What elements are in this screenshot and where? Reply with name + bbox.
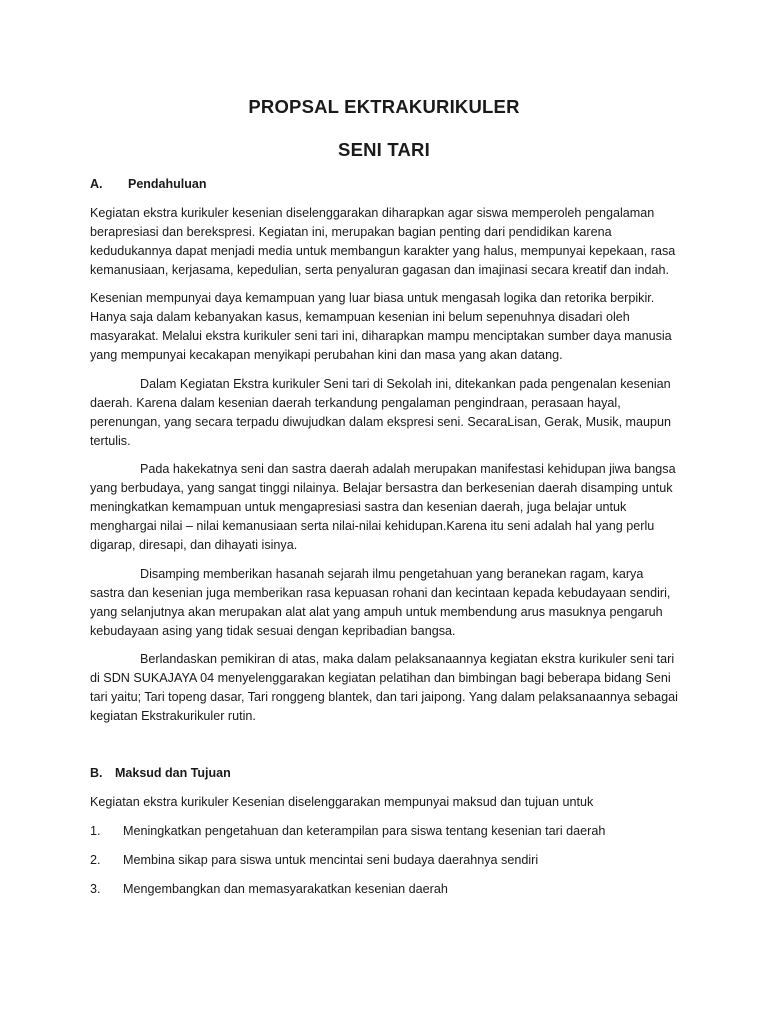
list-item-text: Meningkatkan pengetahuan dan keterampilan para siswa tentang kesenian tari daerah	[123, 824, 606, 838]
list-item	[90, 851, 680, 870]
section-a-heading	[90, 177, 206, 191]
paragraph: Kesenian mempunyai daya kemampuan yang luar biasa untuk mengasah logika dan retorika berpikir. Hanya saja dalam kebanyakan kasus, kemampuan kesenian ini belum sepenuhnya disadari oleh masyarakat. Melalui ekstra kurikuler seni tari ini, diharapkan mampu menciptakan sumber daya manusia yang mempunyai kecakapan menyikapi perubahan kini dan masa yang akan datang.	[90, 291, 672, 362]
list-item	[90, 822, 680, 841]
section-b-number: B.	[90, 766, 103, 780]
document-subtitle: SENI TARI	[338, 139, 430, 160]
list-item-number: 1.	[90, 824, 101, 838]
paragraph: Kegiatan ekstra kurikuler kesenian diselenggarakan diharapkan agar siswa memperoleh pengalaman berapresiasi dan berekspresi. Kegiatan ini, merupakan bagian penting dari pendidikan karena kedudukannya dapat menjadi media untuk membangun karakter yang halus, mempunyai kepekaan, rasa kemanusiaan, kerjasama, kepedulian, serta penyaluran gagasan dan imajinasi secara kreatif dan indah.	[90, 206, 676, 277]
section-a-number: A.	[90, 177, 103, 191]
paragraph: Disamping memberikan hasanah sejarah ilmu pengetahuan yang beranekan ragam, karya sastra dan kesenian juga memberikan rasa kepuasan rohani dan kecintaan kepada kebudayaan sendiri, yang selanjutnya akan merupakan alat alat yang ampuh untuk membendung arus masuknya pengaruh kebudayaan asing yang tidak sesuai dengan kepribadian bangsa.	[90, 567, 671, 638]
section-a-title: Pendahuluan	[128, 177, 207, 191]
paragraph: Dalam Kegiatan Ekstra kurikuler Seni tari di Sekolah ini, ditekankan pada pengenalan kesenian daerah. Karena dalam kesenian daerah terkandung pengalaman pengindraan, perasaan hayal, perenungan, yang secara terpadu diwujudkan dalam ekspresi seni. SecaraLisan, Gerak, Musik, maupun tertulis.	[90, 377, 672, 448]
list-item-number: 2.	[90, 853, 101, 867]
section-b-intro: Kegiatan ekstra kurikuler Kesenian diselenggarakan mempunyai maksud dan tujuan untuk	[90, 795, 594, 809]
list-item-number: 3.	[90, 882, 101, 896]
list-item-text: Membina sikap para siswa untuk mencintai seni budaya daerahnya sendiri	[123, 853, 539, 867]
paragraph: Berlandaskan pemikiran di atas, maka dalam pelaksanaannya kegiatan ekstra kurikuler seni tari di SDN SUKAJAYA 04 menyelenggarakan kegiatan pelatihan dan bimbingan bagi beberapa bidang Seni tari yaitu; Tari topeng dasar, Tari ronggeng blantek, dan tari jaipong. Yang dalam pelaksanaannya sebagai kegiatan Ekstrakurikuler rutin.	[90, 652, 678, 723]
list-item	[90, 880, 680, 899]
section-b-title: Maksud dan Tujuan	[115, 766, 231, 780]
paragraph: Pada hakekatnya seni dan sastra daerah adalah merupakan manifestasi kehidupan jiwa bangsa yang berbudaya, yang sangat tinggi nilainya. Belajar bersastra dan berkesenian daerah disamping untuk meningkatkan kemampuan untuk mengapresiasi sastra dan kesenian daerah, juga belajar untuk menghargai nilai – nilai kemanusiaan serta nilai-nilai kehidupan.Karena itu seni adalah hal yang perlu digarap, diresapi, dan dihayati isinya.	[90, 462, 676, 552]
section-b-heading	[90, 766, 231, 780]
list-item-text: Mengembangkan dan memasyarakatkan kesenian daerah	[123, 882, 448, 896]
document-title: PROPSAL EKTRAKURIKULER	[248, 96, 520, 117]
